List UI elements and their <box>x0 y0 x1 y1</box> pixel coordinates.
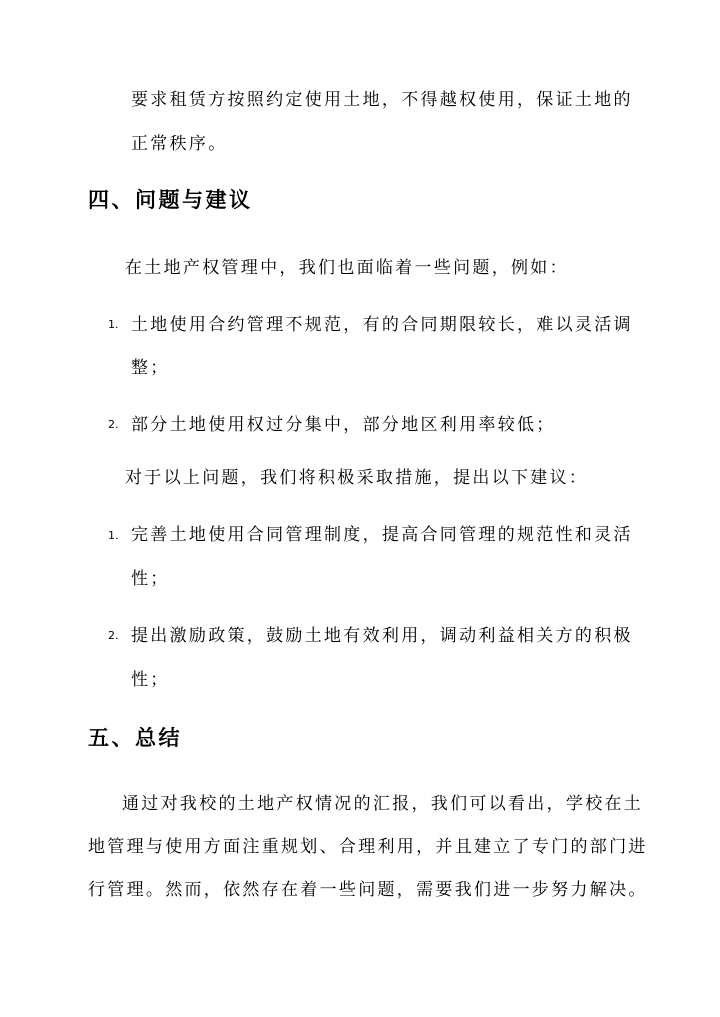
list-item-text: 提出激励政策，鼓励土地有效利用，调动利益相关方的积极 <box>131 626 633 646</box>
list-number: 1. <box>108 318 119 331</box>
list-item-text: 部分土地使用权过分集中，部分地区利用率较低； <box>131 415 556 435</box>
section-heading: 四、问题与建议 <box>88 187 253 212</box>
list-item-text: 完善土地使用合同管理制度，提高合同管理的规范性和灵活 <box>131 525 633 545</box>
paragraph-line: 行管理。然而，依然存在着一些问题，需要我们进一步努力解决。 <box>88 880 648 900</box>
list-item-text: 性； <box>131 670 170 690</box>
paragraph-line: 正常秩序。 <box>131 134 228 154</box>
list-item-text: 整； <box>131 358 170 378</box>
list-number: 2. <box>108 629 119 642</box>
paragraph-line: 在土地产权管理中，我们也面临着一些问题，例如： <box>125 258 569 278</box>
paragraph-line: 要求租赁方按照约定使用土地，不得越权使用，保证土地的 <box>131 90 633 110</box>
paragraph-line: 通过对我校的土地产权情况的汇报，我们可以看出，学校在土 <box>122 794 644 814</box>
list-number: 2. <box>108 418 119 431</box>
paragraph-line: 地管理与使用方面注重规划、合理利用，并且建立了专门的部门进 <box>88 837 648 857</box>
paragraph-line: 对于以上问题，我们将积极采取措施，提出以下建议： <box>125 468 589 488</box>
list-number: 1. <box>108 529 119 542</box>
list-item-text: 土地使用合约管理不规范，有的合同期限较长，难以灵活调 <box>131 315 633 335</box>
section-heading: 五、总结 <box>88 725 182 750</box>
list-item-text: 性； <box>131 569 170 589</box>
